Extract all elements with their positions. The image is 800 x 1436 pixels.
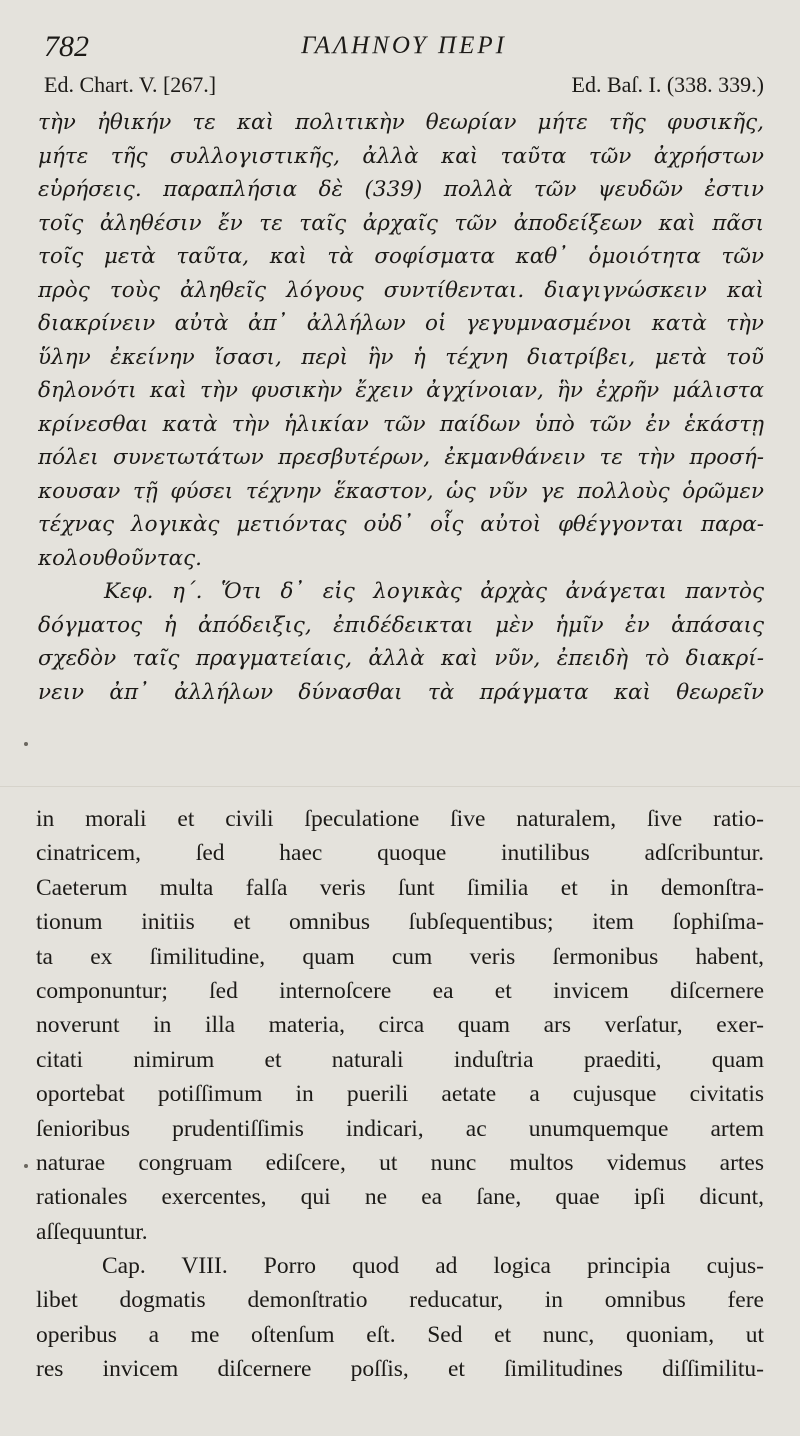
latin-line: noverunt in illa materia, circa quam ars verſatur, exer-	[36, 1012, 764, 1039]
latin-line: aſſequuntur.	[36, 1218, 148, 1245]
latin-line: in morali et civili ſpeculatione ſive naturalem, ſive ratio-	[36, 806, 764, 832]
running-title: ΓΑΛΗΝΟΥ ΠΕΡΙ	[301, 32, 507, 59]
greek-line: κολουθοῦντας.	[38, 545, 203, 571]
greek-line: πρὸς τοὺς ἀληθεῖς λόγους συντίθενται. διαγιγνώσκειν καὶ	[38, 277, 764, 303]
greek-line: τέχνας λογικὰς μετιόντας οὐδ᾽ οἷς αὐτοὶ φθέγγονται παρα-	[38, 512, 764, 537]
edition-references	[44, 72, 764, 106]
latin-line: res invicem diſcernere poſſis, et ſimilitudines diſſimilitu-	[36, 1356, 764, 1383]
latin-line: citati nimirum et naturali induſtria praediti, quam	[36, 1046, 764, 1073]
latin-line: oportebat potiſſimum in puerili aetate a cujusque civitatis	[36, 1081, 764, 1108]
latin-line: tionum initiis et omnibus ſubſequentibus; item ſophiſma-	[36, 909, 764, 936]
page-number: 782	[44, 30, 89, 63]
greek-line: τοῖς μετὰ ταῦτα, καὶ τὰ σοφίσματα καθ᾽ ὁμοιότητα τῶν	[38, 244, 764, 269]
greek-line: πόλει συνετωτάτων πρεσβυτέρων, ἐκμανθάνειν τε τὴν προσή-	[38, 445, 764, 470]
greek-line: κρίνεσθαι κατὰ τὴν ἡλικίαν τῶν παίδων ὑπὸ τῶν ἐν ἑκάστῃ	[38, 411, 764, 437]
greek-line: κουσαν τῇ φύσει τέχνην ἕκαστον, ὡς νῦν γε πολλοὺς ὁρῶμεν	[38, 478, 764, 504]
latin-chapter-heading-line: Cap. VIII. Porro quod ad logica principia cujus-	[102, 1253, 764, 1280]
greek-line: τοῖς ἀληθέσιν ἔν τε ταῖς ἀρχαῖς τῶν ἀποδείξεων καὶ πᾶσι	[38, 210, 764, 236]
latin-line: Caeterum multa falſa veris ſunt ſimilia et in demonſtra-	[36, 874, 764, 901]
greek-line: διακρίνειν αὐτὰ ἀπ᾽ ἀλλήλων οἱ γεγυμνασμένοι κατὰ τὴν	[38, 311, 764, 336]
edition-reference-chartier: Ed. Chart. V. [267.]	[44, 72, 217, 97]
latin-line: cinatricem, ſed haec quoque inutilibus adſcribuntur.	[36, 840, 764, 867]
latin-line: operibus a me oſtenſum eſt. Sed et nunc, quoniam, ut	[36, 1321, 764, 1348]
greek-text-block	[38, 106, 764, 709]
greek-chapter-heading-line: Κεφ. η΄. Ὅτι δ᾽ εἰς λογικὰς ἀρχὰς ἀνάγεται παντὸς	[104, 579, 764, 604]
running-head	[44, 28, 764, 64]
greek-line: σχεδὸν ταῖς πραγματείαις, ἀλλὰ καὶ νῦν, ἐπειδὴ τὸ διακρί-	[38, 646, 764, 671]
greek-line: τὴν ἠθικήν τε καὶ πολιτικὴν θεωρίαν μήτε τῆς φυσικῆς,	[38, 110, 764, 135]
latin-line: ſenioribus prudentiſſimis indicari, ac unumquemque artem	[36, 1115, 764, 1142]
margin-mark	[24, 742, 28, 746]
greek-line: δόγματος ἡ ἀπόδειξις, ἐπιδέδεικται μὲν ἡμῖν ἐν ἁπάσαις	[38, 612, 764, 638]
margin-mark	[24, 1164, 28, 1168]
latin-line: componuntur; ſed internoſcere ea et invicem diſcernere	[36, 977, 764, 1004]
greek-line: εὑρήσεις. παραπλήσια δὲ (339) πολλὰ τῶν ψευδῶν ἐστιν	[38, 177, 764, 202]
column-separator	[0, 786, 800, 787]
latin-line: rationales exercentes, qui ne ea ſane, quae ipſi dicunt,	[36, 1184, 764, 1211]
greek-line: ὕλην ἐκείνην ἴσασι, περὶ ἣν ἡ τέχνη διατρίβει, μετὰ τοῦ	[38, 344, 764, 370]
greek-line: νειν ἀπ᾽ ἀλλήλων δύνασθαι τὰ πράγματα καὶ θεωρεῖν	[38, 679, 764, 705]
latin-line: libet dogmatis demonſtratio reducatur, in omnibus fere	[36, 1287, 764, 1314]
greek-line: μήτε τῆς συλλογιστικῆς, ἀλλὰ καὶ ταῦτα τῶν ἀχρήστων	[38, 143, 764, 169]
latin-text-block	[36, 802, 764, 1387]
latin-line: ta ex ſimilitudine, quam cum veris ſermonibus habent,	[36, 943, 764, 970]
latin-line: naturae congruam ediſcere, ut nunc multos videmus artes	[36, 1149, 764, 1176]
edition-reference-basel: Ed. Baſ. I. (338. 339.)	[571, 72, 764, 97]
greek-line: δηλονότι καὶ τὴν φυσικὴν ἔχειν ἀγχίνοιαν, ἣν ἐχρῆν μάλιστα	[38, 378, 764, 403]
